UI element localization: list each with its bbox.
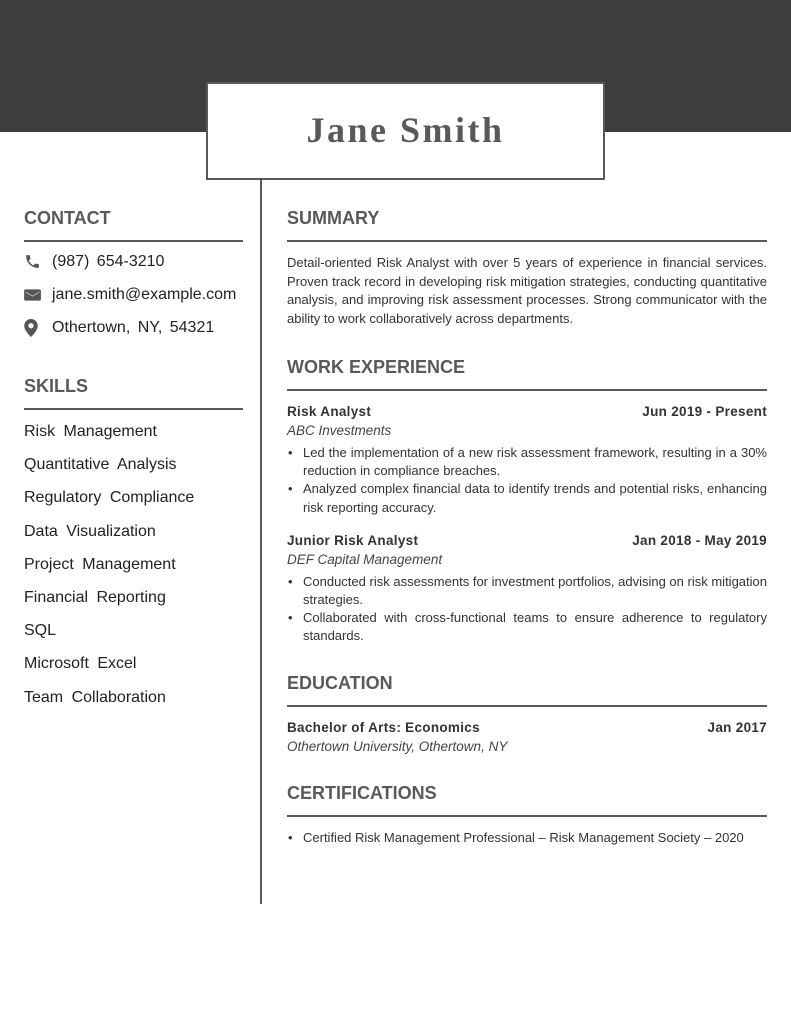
certifications-title: CERTIFICATIONS bbox=[287, 782, 437, 803]
contact-phone bbox=[24, 252, 243, 271]
skill-item: Project Management bbox=[24, 555, 176, 573]
education-entry bbox=[287, 718, 767, 756]
phone-text[interactable]: (987) 654-3210 bbox=[52, 253, 165, 270]
skill-item: Microsoft Excel bbox=[24, 655, 137, 673]
summary-title: SUMMARY bbox=[287, 208, 380, 228]
summary-rule bbox=[287, 240, 767, 242]
right-column bbox=[287, 206, 767, 847]
education-title: EDUCATION bbox=[287, 672, 393, 693]
skill-item: Quantitative Analysis bbox=[24, 456, 177, 474]
phone-icon bbox=[24, 252, 42, 271]
contact-list bbox=[24, 252, 243, 337]
contact-title: CONTACT bbox=[24, 208, 111, 228]
skills-list bbox=[24, 422, 243, 721]
skill-item: Risk Management bbox=[24, 423, 157, 440]
job-bullets bbox=[287, 444, 767, 517]
job-company: DEF Capital Management bbox=[287, 551, 443, 567]
bullet-item: • Conducted risk assessments for investment portfolios, advising on risk mitigation strategies. bbox=[287, 573, 767, 609]
job-header bbox=[287, 531, 767, 550]
summary-text: Detail-oriented Risk Analyst with over 5 years of experience in financial services. Proven track record in developing risk mitigation strategies, conducting quantitative analysis, and improving risk assessment processes. Strong communicator with the ability to work collaboratively across departments. bbox=[287, 255, 767, 326]
skill-item: Data Visualization bbox=[24, 522, 156, 540]
job-header bbox=[287, 402, 767, 421]
contact-email bbox=[24, 285, 243, 304]
bullet-item: • Collaborated with cross-functional teams to ensure adherence to regulatory standards. bbox=[287, 609, 767, 645]
skill-item: SQL bbox=[24, 622, 57, 640]
location-text: Othertown, NY, 54321 bbox=[52, 319, 215, 336]
map-pin-icon bbox=[24, 318, 42, 337]
envelope-icon bbox=[24, 285, 42, 304]
job-entry bbox=[287, 402, 767, 517]
job-dates: Jun 2019 - Present bbox=[642, 404, 767, 419]
skills-rule bbox=[24, 408, 243, 410]
job-company: ABC Investments bbox=[287, 423, 392, 438]
contact-location bbox=[24, 318, 243, 337]
certification-item: • Certified Risk Management Professional – Risk Management Society – 2020 bbox=[287, 829, 767, 847]
job-role: Junior Risk Analyst bbox=[287, 532, 419, 548]
work-experience-rule bbox=[287, 389, 767, 391]
education-header bbox=[287, 718, 767, 737]
contact-rule bbox=[24, 240, 243, 242]
job-dates: Jan 2018 - May 2019 bbox=[632, 532, 767, 548]
job-entry bbox=[287, 531, 767, 646]
job-bullets bbox=[287, 573, 767, 646]
candidate-name: Jane Smith bbox=[306, 110, 505, 150]
education-rule bbox=[287, 705, 767, 707]
certifications-rule bbox=[287, 815, 767, 817]
education-date: Jan 2017 bbox=[707, 719, 767, 735]
bullet-item: • Led the implementation of a new risk assessment framework, resulting in a 30% reduction in compliance breaches. bbox=[287, 444, 767, 480]
job-role: Risk Analyst bbox=[287, 404, 372, 419]
skill-item: Financial Reporting bbox=[24, 588, 166, 606]
school: Othertown University, Othertown, NY bbox=[287, 738, 508, 754]
skill-item: Regulatory Compliance bbox=[24, 489, 195, 507]
bullet-item: • Analyzed complex financial data to identify trends and potential risks, enhancing risk reporting accuracy. bbox=[287, 480, 767, 516]
name-box bbox=[206, 82, 605, 180]
email-text[interactable]: jane.smith@example.com bbox=[52, 286, 237, 303]
work-experience-title: WORK EXPERIENCE bbox=[287, 357, 466, 377]
left-column bbox=[24, 206, 243, 721]
certifications-list bbox=[287, 829, 767, 847]
degree: Bachelor of Arts: Economics bbox=[287, 719, 480, 735]
column-divider bbox=[260, 180, 262, 904]
skill-item: Team Collaboration bbox=[24, 688, 166, 706]
skills-title: SKILLS bbox=[24, 376, 89, 396]
